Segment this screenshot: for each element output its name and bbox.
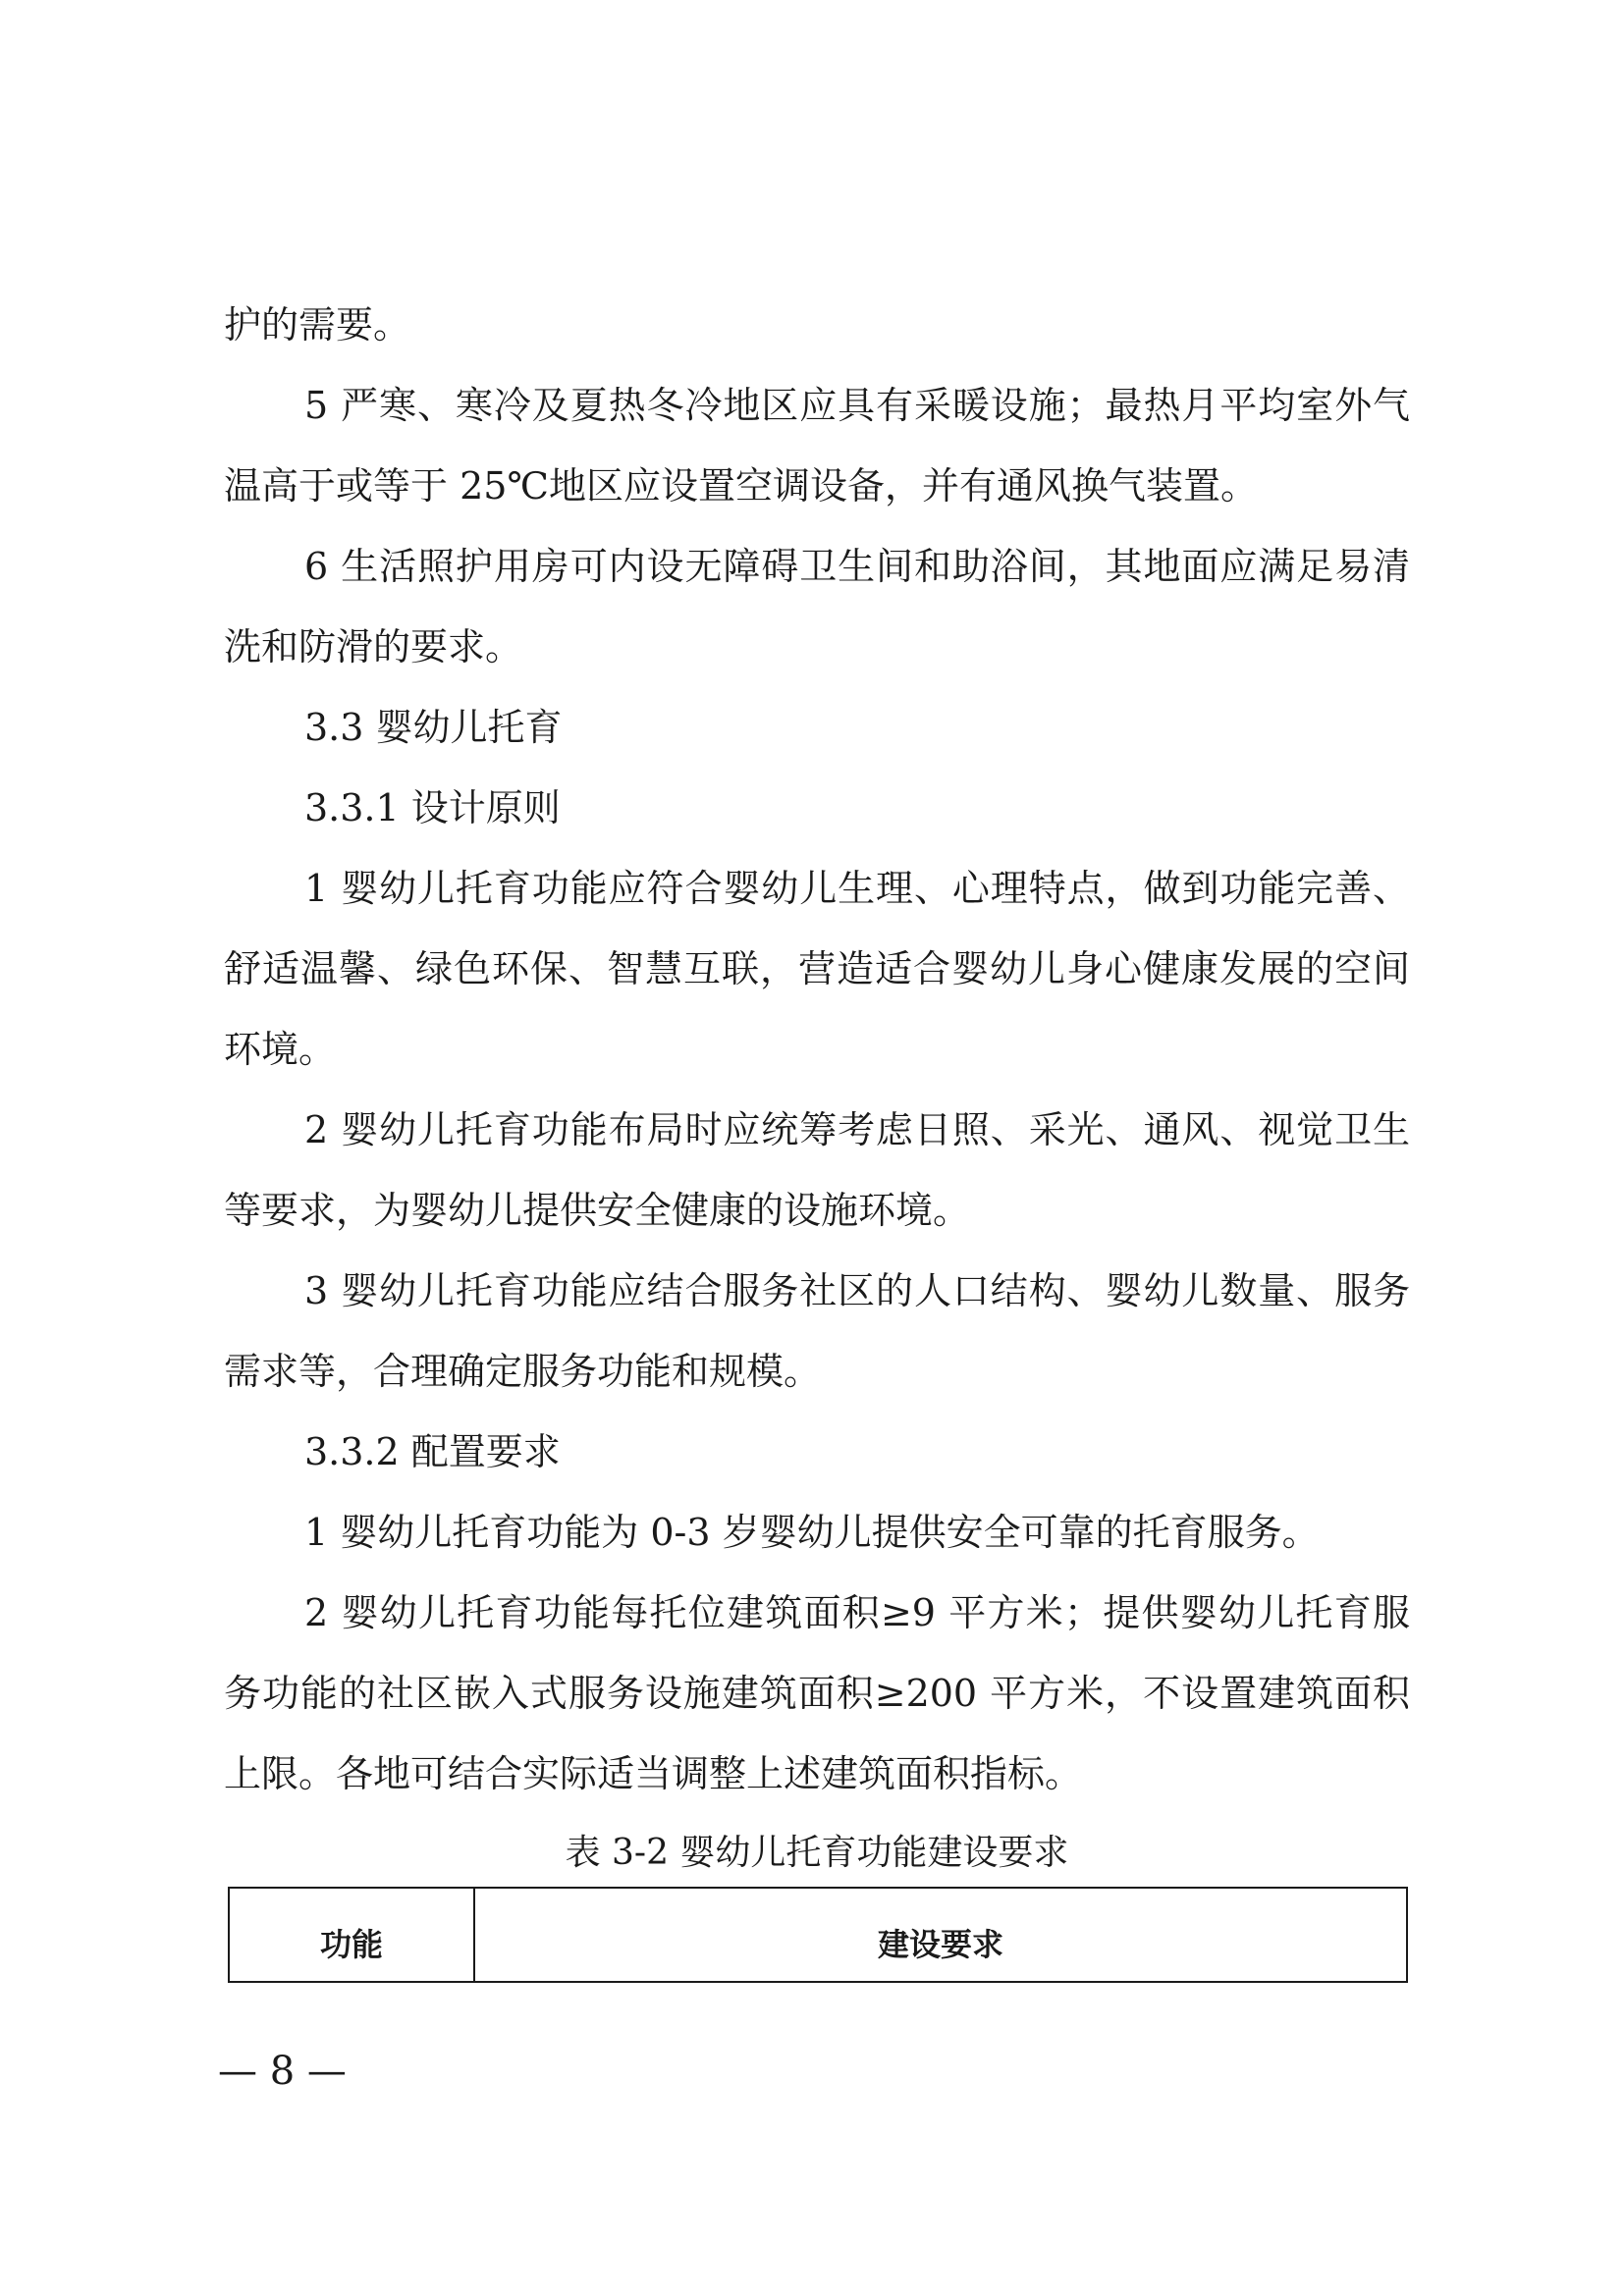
page-number: — 8 — [218,2049,347,2094]
paragraph: 3.3.1 设计原则 [304,786,561,829]
table-header-function: 功能 [229,1888,474,1982]
body-text [224,285,1410,1814]
paragraph: 3.3 婴幼儿托育 [304,706,563,749]
requirements-table [228,1887,1408,1983]
table-header-row [229,1888,1407,1982]
paragraph: 护的需要。 [224,303,411,347]
paragraph: 6 生活照护用房可内设无障碍卫生间和助浴间，其地面应满足易清洗和防滑的要求。 [224,545,1410,668]
paragraph: 2 婴幼儿托育功能每托位建筑面积≥9 平方米；提供婴幼儿托育服务功能的社区嵌入式服务设施建筑面积≥200 平方米，不设置建筑面积上限。各地可结合实际适当调整上述建筑面积指标。 [224,1591,1410,1795]
table-caption: 表 3-2 婴幼儿托育功能建设要求 [565,1833,1069,1873]
paragraph: 1 婴幼儿托育功能应符合婴幼儿生理、心理特点，做到功能完善、舒适温馨、绿色环保、智慧互联，营造适合婴幼儿身心健康发展的空间环境。 [224,867,1410,1071]
paragraph: 2 婴幼儿托育功能布局时应统筹考虑日照、采光、通风、视觉卫生等要求，为婴幼儿提供安全健康的设施环境。 [224,1108,1410,1232]
paragraph: 3 婴幼儿托育功能应结合服务社区的人口结构、婴幼儿数量、服务需求等，合理确定服务功能和规模。 [224,1269,1410,1393]
paragraph: 5 严寒、寒冷及夏热冬冷地区应具有采暖设施；最热月平均室外气温高于或等于 25℃地区应设置空调设备，并有通风换气装置。 [224,384,1410,507]
paragraph: 1 婴幼儿托育功能为 0-3 岁婴幼儿提供安全可靠的托育服务。 [304,1511,1320,1554]
paragraph: 3.3.2 配置要求 [304,1430,561,1473]
table-header-requirements: 建设要求 [474,1888,1407,1982]
